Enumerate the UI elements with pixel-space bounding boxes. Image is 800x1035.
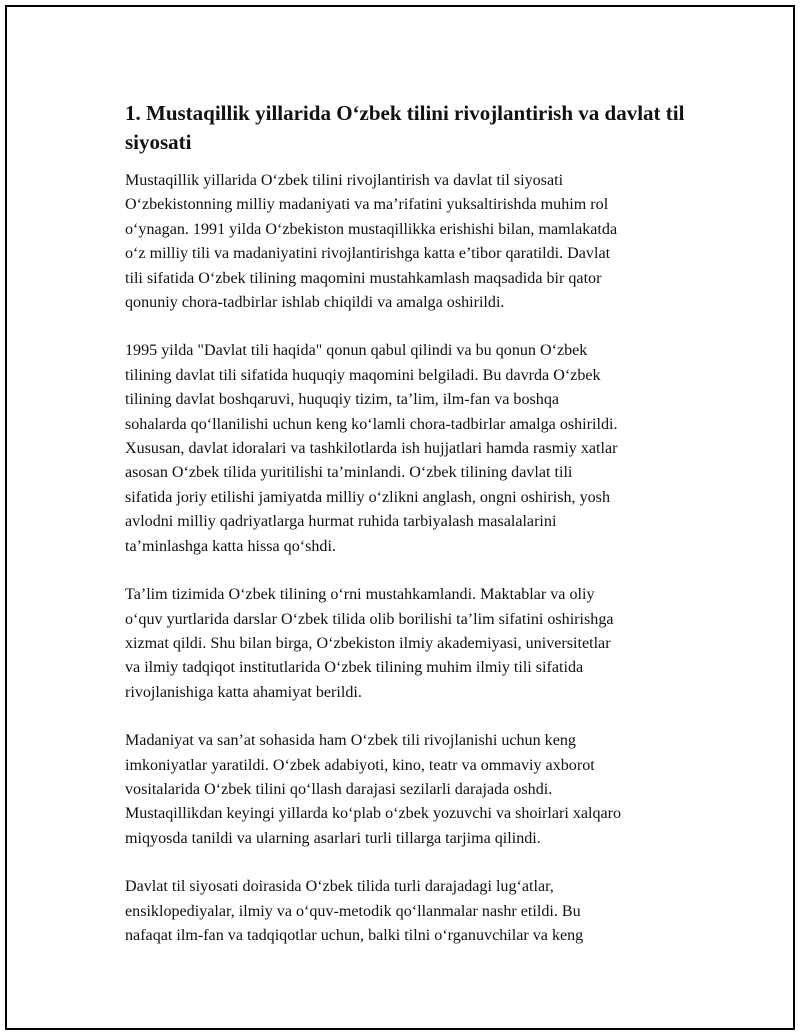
paragraph-4 — [125, 729, 705, 851]
text-line: Madaniyat va san’at sohasida ham O‘zbek tili rivojlanishi uchun keng — [125, 732, 576, 750]
text-line: Xususan, davlat idoralari va tashkilotlarda ish hujjatlari hamda rasmiy xatlar — [125, 440, 618, 458]
text-line: tili sifatida O‘zbek tilining maqomini mustahkamlash maqsadida bir qator — [125, 269, 602, 287]
text-line: tilining davlat boshqaruvi, huquqiy tizim, ta’lim, ilm-fan va boshqa — [125, 391, 560, 409]
text-line: sifatida joriy etilishi jamiyatda milliy o‘zlikni anglash, ongni oshirish, yosh — [125, 488, 610, 506]
heading-line: siyosati — [125, 130, 192, 154]
text-line: o‘z milliy tili va madaniyatini rivojlantirishga katta e’tibor qaratildi. Davlat — [125, 245, 611, 263]
text-line: vositalarida O‘zbek tilini qo‘llash darajasi sezilarli darajada oshdi. — [125, 780, 553, 798]
text-line: imkoniyatlar yaratildi. O‘zbek adabiyoti, kino, teatr va ommaviy axborot — [125, 756, 595, 774]
paragraph-3 — [125, 583, 705, 705]
text-line: asosan O‘zbek tilida yuritilishi ta’minlandi. O‘zbek tilining davlat tili — [125, 464, 573, 482]
text-line: miqyosda tanildi va ularning asarlari turli tillarga tarjima qilindi. — [125, 829, 541, 847]
text-line: Ta’lim tizimida O‘zbek tilining o‘rni mustahkamlandi. Maktablar va oliy — [125, 586, 595, 604]
text-line: tilining davlat tili sifatida huquqiy maqomini belgiladi. Bu davrda O‘zbek — [125, 366, 601, 384]
text-line: o‘quv yurtlarida darslar O‘zbek tilida olib borilishi ta’lim sifatini oshirishga — [125, 610, 614, 628]
text-line: O‘zbekistonning milliy madaniyati va ma’rifatini yuksaltirishda muhim rol — [125, 196, 609, 214]
text-line: Davlat til siyosati doirasida O‘zbek tilida turli darajadagi lug‘atlar, — [125, 878, 554, 896]
paragraph-2 — [125, 339, 705, 559]
text-line: qonuniy chora-tadbirlar ishlab chiqildi va amalga oshirildi. — [125, 294, 505, 312]
text-line: va ilmiy tadqiqot institutlarida O‘zbek tilining muhim ilmiy tili sifatida — [125, 659, 584, 677]
section-heading — [125, 99, 705, 157]
text-line: o‘ynagan. 1991 yilda O‘zbekiston mustaqillikka erishishi bilan, mamlakatda — [125, 220, 618, 238]
text-line: nafaqat ilm-fan va tadqiqotlar uchun, balki tilni o‘rganuvchilar va keng — [125, 926, 584, 944]
document-body — [125, 99, 705, 972]
text-line: Mustaqillikdan keyingi yillarda ko‘plab o‘zbek yozuvchi va shoirlari xalqaro — [125, 805, 622, 823]
text-line: ta’minlashga katta hissa qo‘shdi. — [125, 537, 336, 555]
text-line: avlodni milliy qadriyatlarga hurmat ruhida tarbiyalash masalalarini — [125, 513, 557, 531]
text-line: 1995 yilda "Davlat tili haqida" qonun qabul qilindi va bu qonun O‘zbek — [125, 342, 588, 360]
paragraph-1 — [125, 169, 705, 315]
text-line: Mustaqillik yillarida O‘zbek tilini rivojlantirish va davlat til siyosati — [125, 172, 564, 189]
page-frame — [5, 5, 795, 1030]
heading-line: 1. Mustaqillik yillarida O‘zbek tilini rivojlantirish va davlat til — [125, 101, 685, 125]
text-line: xizmat qildi. Shu bilan birga, O‘zbekiston ilmiy akademiyasi, universitetlar — [125, 634, 611, 652]
text-line: sohalarda qo‘llanilishi uchun keng ko‘lamli chora-tadbirlar amalga oshirildi. — [125, 415, 618, 433]
text-line: rivojlanishiga katta ahamiyat berildi. — [125, 683, 362, 701]
text-line: ensiklopediyalar, ilmiy va o‘quv-metodik qo‘llanmalar nashr etildi. Bu — [125, 902, 581, 920]
paragraph-5 — [125, 875, 705, 948]
